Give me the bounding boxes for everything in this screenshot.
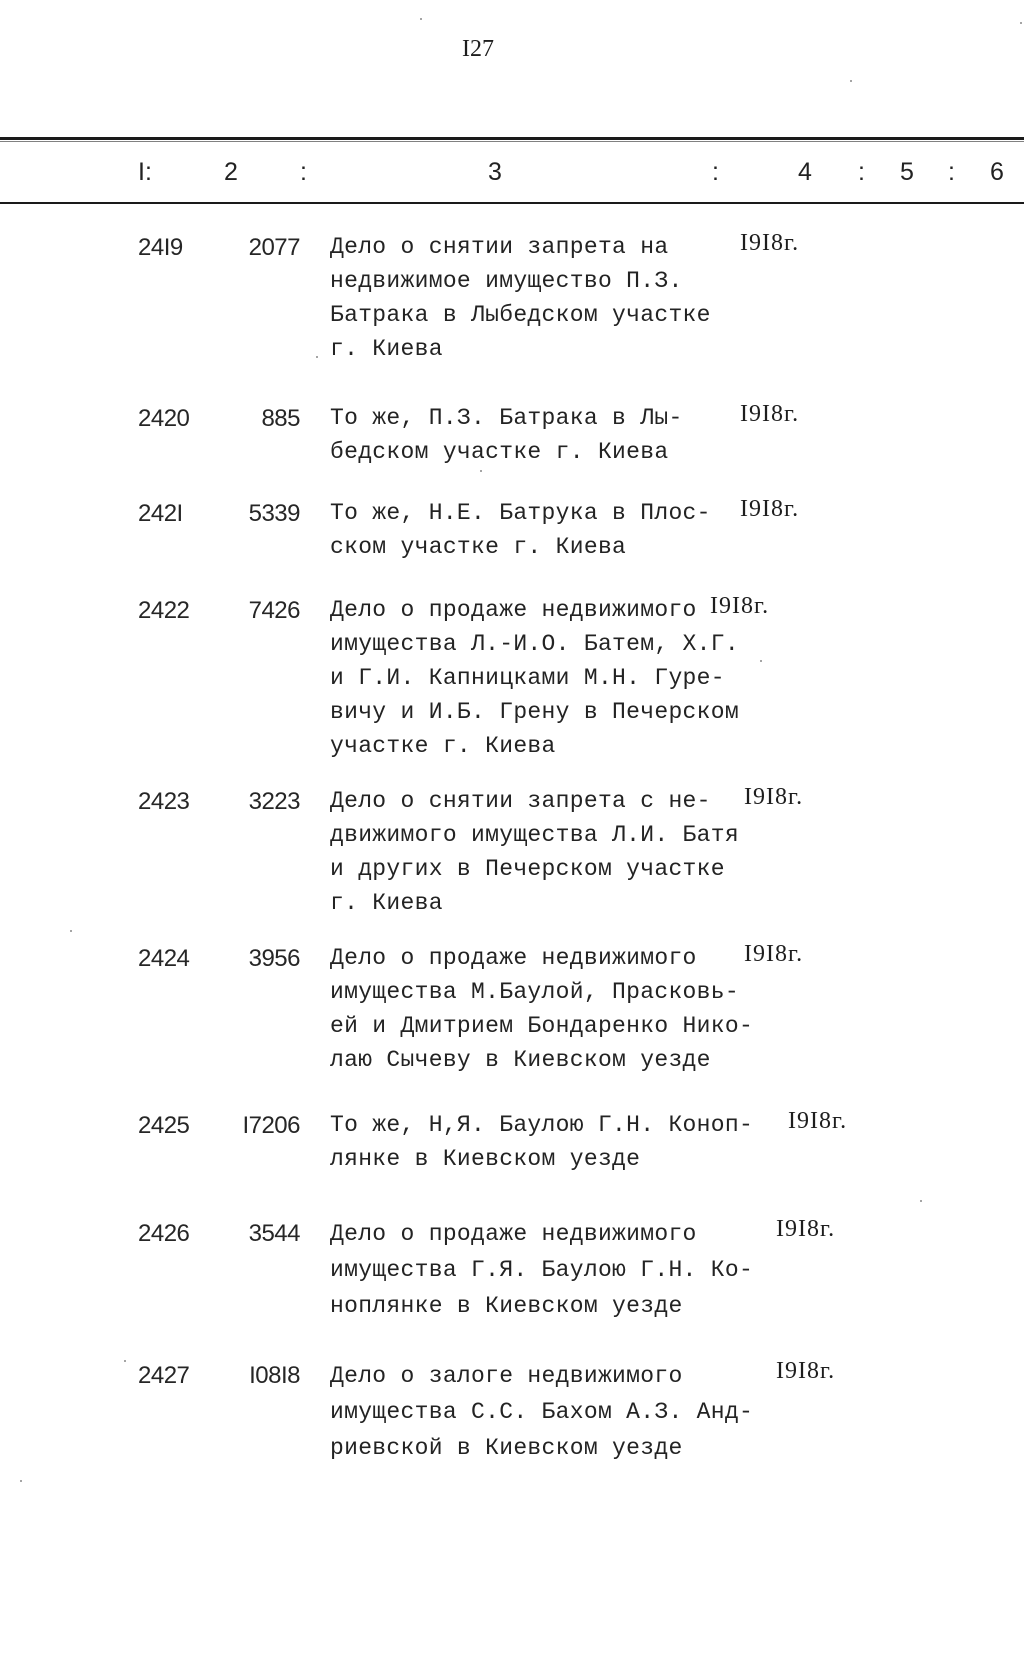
file-number: 3223 <box>248 788 300 815</box>
scan-speck <box>1020 22 1022 24</box>
entry-date: I9I8г. <box>740 401 800 427</box>
file-number: 2077 <box>248 234 300 261</box>
entry-date: I9I8г. <box>744 941 804 967</box>
column-header-row <box>0 158 1024 188</box>
entry-number: 2426 <box>138 1220 190 1247</box>
entry-description: Дело о залоге недвижимого имущества С.С. Бахом А.З. Анд- риевской в Киевском уезде <box>330 1363 754 1461</box>
column-header-6: 6 <box>990 158 1004 186</box>
header-top-rule-secondary <box>0 141 1024 142</box>
file-number: I7206 <box>242 1112 300 1139</box>
entry-description: Дело о продаже недвижимого имущества М.Баулой, Прасковь- ей и Дмитрием Бондаренко Нико- лаю Сычеву в Киевском уезде <box>330 945 754 1073</box>
column-header-4: 4 <box>798 158 812 186</box>
entry-number: 2422 <box>138 597 190 624</box>
entry-number: 2427 <box>138 1362 190 1389</box>
entry-description: То же, Н,Я. Баулою Г.Н. Коноп- лянке в Киевском уезде <box>330 1112 754 1172</box>
column-separator: : <box>948 158 955 186</box>
entry-number: 24I9 <box>138 234 183 261</box>
entry-description: Дело о продаже недвижимого имущества Л.-И.О. Батем, Х.Г. и Г.И. Капницками М.Н. Гуре- вичу и И.Б. Грену в Печерском участке г. Киева <box>330 597 739 759</box>
entry-description: То же, Н.Е. Батрука в Плос- ском участке г. Киева <box>330 500 711 560</box>
column-header-1: I: <box>138 158 152 186</box>
entry-description: То же, П.З. Батрака в Лы- бедском участке г. Киева <box>330 405 683 465</box>
entry-date: I9I8г. <box>788 1108 848 1134</box>
scan-speck <box>760 660 762 662</box>
page-number: I27 <box>462 36 494 62</box>
entry-date: I9I8г. <box>740 496 800 522</box>
scan-speck <box>920 1200 922 1202</box>
column-separator: : <box>712 158 719 186</box>
entry-number: 2420 <box>138 405 190 432</box>
scan-speck <box>480 470 482 472</box>
entry-date: I9I8г. <box>740 230 800 256</box>
file-number: 3544 <box>248 1220 300 1247</box>
column-header-3: 3 <box>488 158 502 186</box>
entry-number: 2425 <box>138 1112 190 1139</box>
file-number: 885 <box>261 405 300 432</box>
entry-date: I9I8г. <box>776 1216 836 1242</box>
header-top-rule <box>0 137 1024 140</box>
scan-speck <box>850 80 852 82</box>
file-number: 3956 <box>248 945 300 972</box>
entry-number: 242I <box>138 500 183 527</box>
column-separator: : <box>300 158 307 186</box>
entry-description: Дело о снятии запрета на недвижимое имущество П.З. Батрака в Лыбедском участке г. Киева <box>330 234 711 362</box>
header-bottom-rule <box>0 202 1024 204</box>
entry-number: 2423 <box>138 788 190 815</box>
entry-date: I9I8г. <box>744 784 804 810</box>
scan-speck <box>124 1360 126 1362</box>
column-header-5: 5 <box>900 158 914 186</box>
entry-description: Дело о продаже недвижимого имущества Г.Я. Баулою Г.Н. Ко- ноплянке в Киевском уезде <box>330 1221 754 1319</box>
scan-speck <box>70 930 72 932</box>
column-header-2: 2 <box>224 158 238 186</box>
column-separator: : <box>858 158 865 186</box>
scan-speck <box>316 356 318 358</box>
scan-speck <box>20 1480 22 1482</box>
file-number: 5339 <box>248 500 300 527</box>
entry-number: 2424 <box>138 945 190 972</box>
entry-date: I9I8г. <box>710 593 770 619</box>
entry-date: I9I8г. <box>776 1358 836 1384</box>
entry-description: Дело о снятии запрета с не- движимого имущества Л.И. Батя и других в Печерском участке г. Киева <box>330 788 739 916</box>
file-number: I08I8 <box>249 1362 300 1389</box>
scan-speck <box>420 18 422 20</box>
file-number: 7426 <box>248 597 300 624</box>
